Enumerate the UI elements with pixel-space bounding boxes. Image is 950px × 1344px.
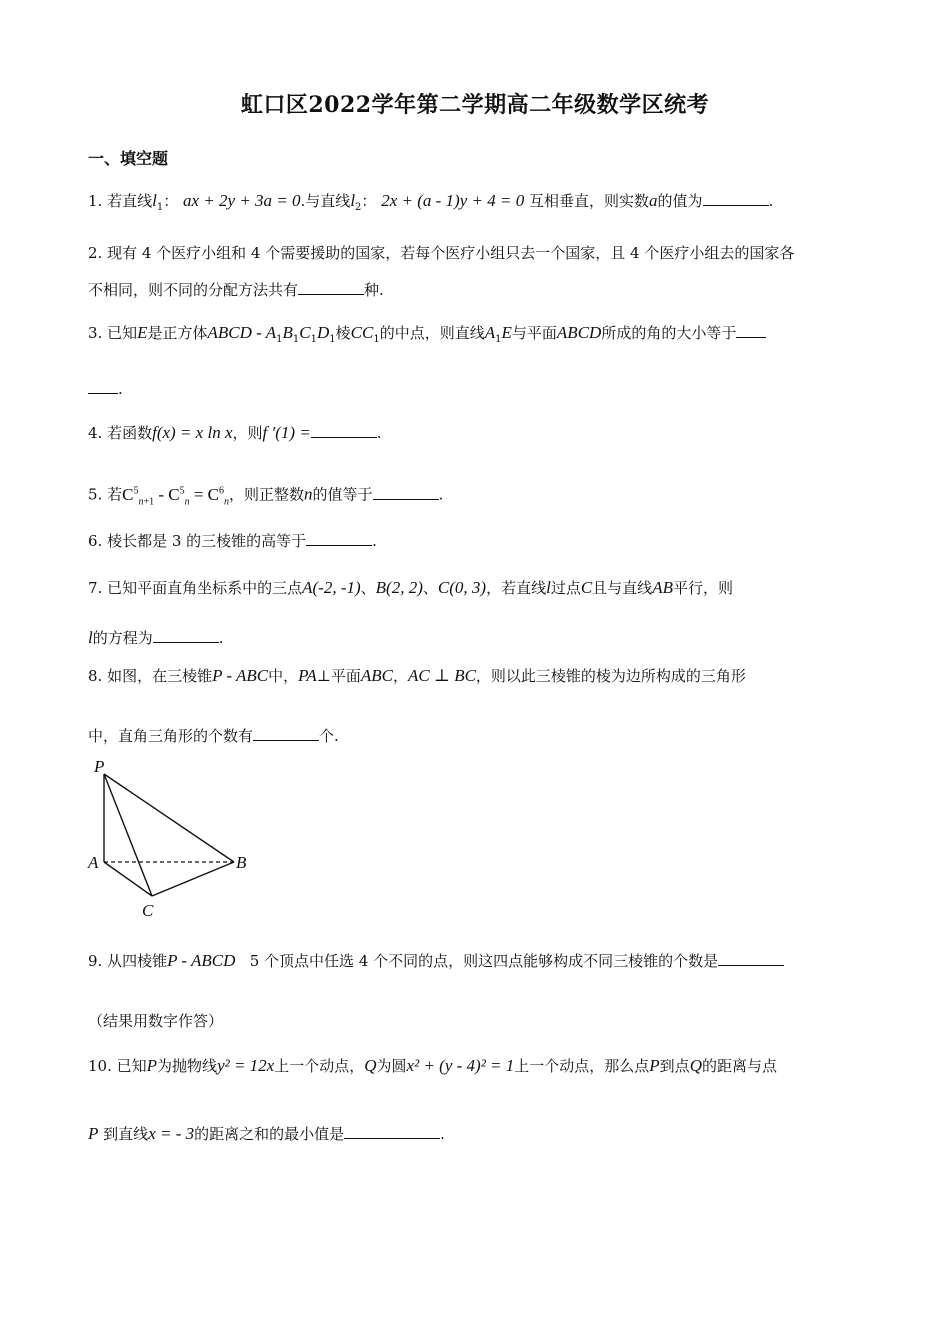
question-9: 9. 从四棱锥P - ABCD 5 个顶点中任选 4 个不同的点，则这四点能够构成不同三棱锥的个数是 (88, 950, 863, 972)
combination-expression: $C^5_{n+1} - C^5_n = C^6_n$ (122, 484, 230, 508)
edge-pc (104, 774, 152, 896)
vertex-label-c: C (142, 901, 154, 920)
vertex-label-a: A (88, 853, 99, 872)
answer-blank (306, 531, 372, 546)
vertex-label-b: B (236, 853, 247, 872)
question-7: 7. 已知平面直角坐标系中的三点A(-2, -1)、B(2, 2)、C(0, 3)，若直线l过点C且与直线AB平行，则 (88, 578, 733, 597)
answer-blank (298, 280, 364, 295)
question-8: 8. 如图，在三棱锥P - ABC中，PA⊥平面ABC，AC ⊥ BC，则以此三棱锥的棱为边所构成的三角形 (88, 666, 746, 685)
section-heading: 一、填空题 (88, 149, 169, 168)
answer-blank (373, 485, 439, 500)
edge-pb (104, 774, 234, 862)
answer-blank (153, 628, 219, 643)
question-5: 5. 若$C^5_{n+1} - C^5_n = C^6_n$，则正整数n的值等于 . (88, 484, 444, 508)
answer-blank (718, 951, 784, 966)
equation-l2: 2x + (a - 1)y + 4 = 0 (381, 191, 525, 210)
question-3-cont: . (88, 378, 863, 400)
answer-blank (253, 726, 319, 741)
question-10: 10. 已知P为抛物线y² = 12x上一个动点，Q为圆x² + (y - 4)² = 1上一个动点，那么点P到点Q的距离与点 (88, 1056, 777, 1075)
equation-l1: ax + 2y + 3a = 0 (183, 191, 301, 210)
vertex-label-p: P (94, 757, 105, 776)
edge-cb (152, 862, 234, 896)
answer-blank (703, 191, 769, 206)
pyramid-figure (82, 752, 262, 922)
question-4: 4. 若函数f(x) = x ln x，则f ′(1) = . (88, 423, 382, 442)
question-7-cont: l的方程为 . (88, 628, 224, 647)
answer-blank (311, 423, 377, 438)
question-2: 2. 现有 4 个医疗小组和 4 个需要援助的国家，若每个医疗小组只去一个国家，且 4 个医疗小组去的国家各 (88, 244, 795, 262)
answer-blank (736, 323, 766, 338)
question-10-cont: P 到直线x = - 3的距离之和的最小值是 . (88, 1124, 445, 1143)
question-3: 3. 已知E是正方体ABCD - $A_1B_1C_1D_1$棱$CC_1$的中点，则直线$A_1E$与平面ABCD所成的角的大小等于 (88, 322, 863, 351)
page-title: 虹口区2022学年第二学期高二年级数学区统考 (240, 92, 710, 118)
answer-blank (88, 379, 118, 394)
question-1: 1. 若直线$l_1$： ax + 2y + 3a = 0.与直线$l_2$： 2x + (a - 1)y + 4 = 0 互相垂直，则实数a的值为 . (88, 191, 774, 213)
answer-blank (344, 1124, 440, 1139)
question-8-cont: 中，直角三角形的个数有 个. (88, 727, 339, 745)
question-6: 6. 棱长都是 3 的三棱锥的高等于 . (88, 532, 377, 550)
question-2-cont: 不相同，则不同的分配方法共有 种. (88, 281, 384, 299)
question-9-cont: （结果用数字作答） (88, 1012, 224, 1030)
